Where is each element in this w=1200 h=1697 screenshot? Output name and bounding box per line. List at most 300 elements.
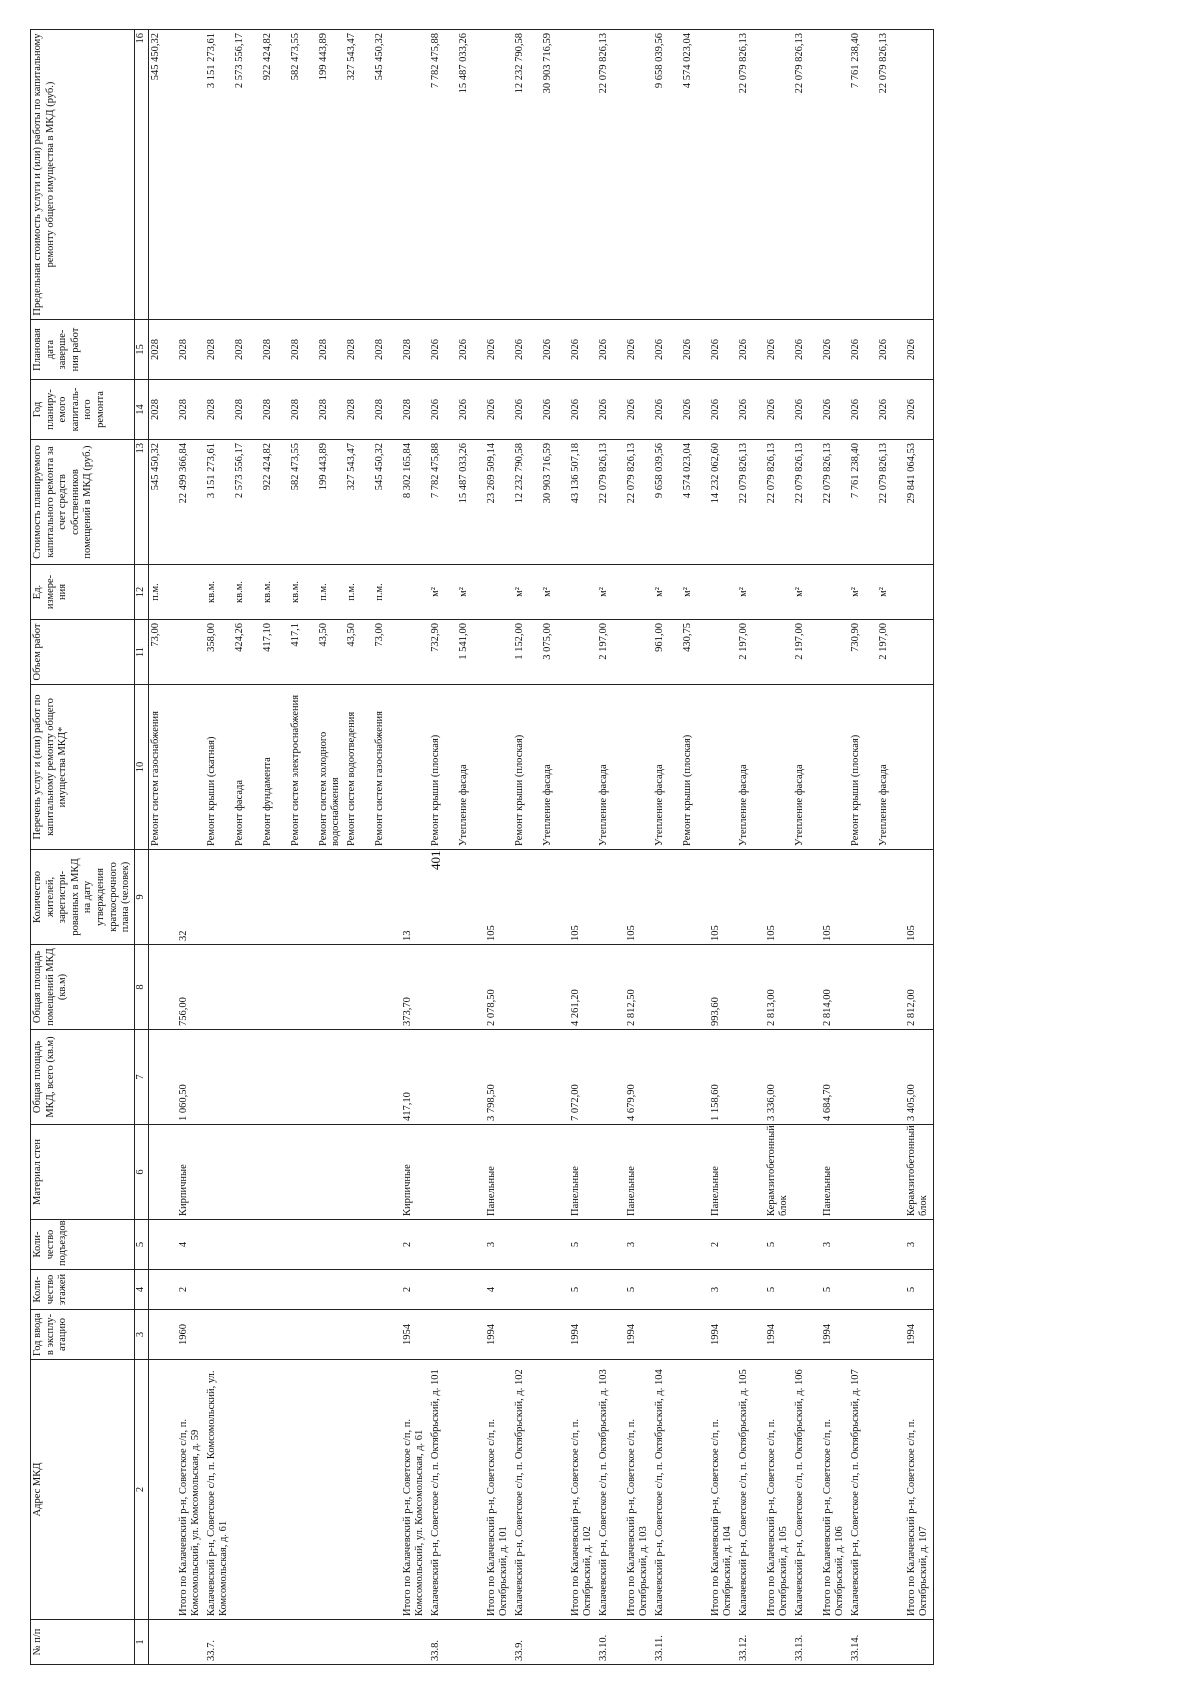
cell-col-12	[709, 565, 737, 620]
cell-col-15: 2026	[765, 320, 793, 380]
cell-col-9	[681, 850, 709, 945]
cell-col-10	[905, 685, 934, 850]
header-col-13: Стоимость планируемого капитального ремонта за счет средств собственников помещений в МКД (руб.)	[31, 440, 135, 565]
cell-col-11: 417,10	[261, 620, 289, 685]
cell-col-2: Итого по Калачевский р-н, Советское с/п, п. Октябрьский, д. 104	[709, 1360, 737, 1620]
cell-col-7: 3 405,00	[905, 1030, 934, 1125]
column-number-5: 5	[134, 1220, 148, 1270]
cell-col-16: 2 573 556,17	[233, 30, 261, 320]
cell-col-13: 22 079 826,13	[625, 440, 653, 565]
cell-col-10: Утепление фасада	[541, 685, 569, 850]
cell-col-4	[233, 1270, 261, 1310]
cell-col-8	[541, 945, 569, 1030]
cell-col-5	[653, 1220, 681, 1270]
cell-col-9	[345, 850, 373, 945]
cell-col-7	[457, 1030, 485, 1125]
cell-col-12: м²	[513, 565, 541, 620]
cell-col-5	[429, 1220, 457, 1270]
table-row	[457, 30, 485, 1665]
cell-col-1: 33.13.	[793, 1620, 821, 1665]
cell-col-5: 5	[765, 1220, 793, 1270]
cell-col-1	[177, 1620, 205, 1665]
cell-col-12: кв.м.	[205, 565, 233, 620]
table-row	[849, 30, 877, 1665]
cell-col-7	[793, 1030, 821, 1125]
cell-col-11	[401, 620, 429, 685]
header-col-11: Объем работ	[31, 620, 135, 685]
cell-col-1	[317, 1620, 345, 1665]
cell-col-2: Калачевский р-н, Советское с/п, п. Комсомольский, ул. Комсомольская, д. 61	[205, 1360, 233, 1620]
cell-col-10: Ремонт систем холодного водоснабжения	[317, 685, 345, 850]
cell-col-2: Итого по Калачевский р-н, Советское с/п, п. Октябрьский, д. 106	[821, 1360, 849, 1620]
cell-col-12: м²	[429, 565, 457, 620]
cell-col-12: кв.м.	[261, 565, 289, 620]
cell-col-2	[541, 1360, 569, 1620]
cell-col-1	[625, 1620, 653, 1665]
cell-col-7	[205, 1030, 233, 1125]
rotated-page	[30, 30, 1160, 1665]
header-col-10: Перечень услуг и (или) работ по капитальному ремонту общего имущества МКД*	[31, 685, 135, 850]
cell-col-16	[905, 30, 934, 320]
cell-col-12	[569, 565, 597, 620]
cell-col-6	[457, 1125, 485, 1220]
cell-col-8: 373,70	[401, 945, 429, 1030]
cell-col-7	[877, 1030, 905, 1125]
cell-col-10: Ремонт крыши (плоская)	[429, 685, 457, 850]
column-number-2: 2	[134, 1360, 148, 1620]
cell-col-15: 2026	[793, 320, 821, 380]
cell-col-5	[681, 1220, 709, 1270]
cell-col-10: Ремонт крыши (плоская)	[513, 685, 541, 850]
column-number-1: 1	[134, 1620, 148, 1665]
column-number-10: 10	[134, 685, 148, 850]
table-row	[905, 30, 934, 1665]
cell-col-14: 2026	[541, 380, 569, 440]
cell-col-6	[345, 1125, 373, 1220]
cell-col-6	[205, 1125, 233, 1220]
table-row	[877, 30, 905, 1665]
cell-col-15: 2026	[709, 320, 737, 380]
cell-col-15: 2026	[821, 320, 849, 380]
cell-col-4: 5	[625, 1270, 653, 1310]
cell-col-10	[821, 685, 849, 850]
cell-col-12: м²	[737, 565, 765, 620]
cell-col-14: 2028	[233, 380, 261, 440]
header-col-15: Плановая дата заверше-ния работ	[31, 320, 135, 380]
cell-col-8	[373, 945, 401, 1030]
cell-col-16	[765, 30, 793, 320]
table-row	[625, 30, 653, 1665]
cell-col-7	[317, 1030, 345, 1125]
table-body	[148, 30, 933, 1665]
cell-col-3	[737, 1310, 765, 1360]
cell-col-2	[317, 1360, 345, 1620]
cell-col-15: 2028	[317, 320, 345, 380]
cell-col-8: 756,00	[177, 945, 205, 1030]
header-col-9: Количество жителей, зарегистри-рованных в МКД на дату утверждения краткосрочного плана (человек)	[31, 850, 135, 945]
cell-col-2	[373, 1360, 401, 1620]
cell-col-13: 327 543,47	[345, 440, 373, 565]
cell-col-11	[765, 620, 793, 685]
cell-col-6: Панельные	[485, 1125, 513, 1220]
table-row	[205, 30, 233, 1665]
cell-col-9	[148, 850, 177, 945]
cell-col-6	[233, 1125, 261, 1220]
cell-col-6: Панельные	[569, 1125, 597, 1220]
cell-col-3: 1994	[485, 1310, 513, 1360]
cell-col-15: 2026	[541, 320, 569, 380]
cell-col-9	[289, 850, 317, 945]
cell-col-8: 2 814,00	[821, 945, 849, 1030]
cell-col-14: 2028	[261, 380, 289, 440]
cell-col-11	[709, 620, 737, 685]
cell-col-15: 2026	[653, 320, 681, 380]
table-row	[541, 30, 569, 1665]
cell-col-4	[457, 1270, 485, 1310]
cell-col-5	[205, 1220, 233, 1270]
cell-col-8: 2 078,50	[485, 945, 513, 1030]
cell-col-9	[653, 850, 681, 945]
cell-col-11: 1 541,00	[457, 620, 485, 685]
cell-col-2	[877, 1360, 905, 1620]
cell-col-11	[177, 620, 205, 685]
cell-col-4	[345, 1270, 373, 1310]
cell-col-3	[597, 1310, 625, 1360]
cell-col-2: Калачевский р-н, Советское с/п, п. Октябрьский, д. 107	[849, 1360, 877, 1620]
cell-col-11	[905, 620, 934, 685]
cell-col-4: 2	[401, 1270, 429, 1310]
cell-col-15: 2026	[877, 320, 905, 380]
cell-col-14: 2026	[681, 380, 709, 440]
cell-col-5: 4	[177, 1220, 205, 1270]
cell-col-4: 5	[821, 1270, 849, 1310]
cell-col-6: Панельные	[625, 1125, 653, 1220]
cell-col-11	[821, 620, 849, 685]
cell-col-14: 2028	[345, 380, 373, 440]
cell-col-15: 2026	[485, 320, 513, 380]
cell-col-2: Итого по Калачевский р-н, Советское с/п, п. Комсомольский, ул. Комсомольская, д. 61	[401, 1360, 429, 1620]
cell-col-13: 545 450,32	[148, 440, 177, 565]
cell-col-4: 3	[709, 1270, 737, 1310]
header-col-7: Общая площадь МКД, всего (кв.м)	[31, 1030, 135, 1125]
cell-col-2: Калачевский р-н, Советское с/п, п. Октябрьский, д. 101	[429, 1360, 457, 1620]
cell-col-4: 5	[905, 1270, 934, 1310]
cell-col-7: 1 060,50	[177, 1030, 205, 1125]
cell-col-1	[457, 1620, 485, 1665]
cell-col-11: 3 075,00	[541, 620, 569, 685]
cell-col-13: 22 079 826,13	[597, 440, 625, 565]
cell-col-16: 4 574 023,04	[681, 30, 709, 320]
cell-col-3	[429, 1310, 457, 1360]
cell-col-12	[821, 565, 849, 620]
cell-col-10: Ремонт крыши (скатная)	[205, 685, 233, 850]
cell-col-8	[205, 945, 233, 1030]
cell-col-5: 3	[485, 1220, 513, 1270]
cell-col-10	[177, 685, 205, 850]
table-row	[653, 30, 681, 1665]
cell-col-1	[905, 1620, 934, 1665]
cell-col-12: м²	[653, 565, 681, 620]
cell-col-15: 2026	[513, 320, 541, 380]
cell-col-12	[177, 565, 205, 620]
cell-col-13: 30 903 716,59	[541, 440, 569, 565]
cell-col-16: 22 079 826,13	[877, 30, 905, 320]
column-number-4: 4	[134, 1270, 148, 1310]
cell-col-16	[177, 30, 205, 320]
cell-col-10: Утепление фасада	[457, 685, 485, 850]
cell-col-15: 2028	[177, 320, 205, 380]
cell-col-1: 33.8.	[429, 1620, 457, 1665]
cell-col-2	[681, 1360, 709, 1620]
cell-col-5	[541, 1220, 569, 1270]
cell-col-14: 2026	[849, 380, 877, 440]
cell-col-12: м²	[457, 565, 485, 620]
cell-col-9	[793, 850, 821, 945]
cell-col-10: Ремонт крыши (плоская)	[849, 685, 877, 850]
cell-col-13: 14 232 062,60	[709, 440, 737, 565]
cell-col-15: 2028	[401, 320, 429, 380]
header-col-16: Предельная стоимость услуги и (или) работы по капитальному ремонту общего имущества в МКД (руб.)	[31, 30, 135, 320]
cell-col-7	[429, 1030, 457, 1125]
cell-col-5	[457, 1220, 485, 1270]
table-row	[485, 30, 513, 1665]
cell-col-2: Калачевский р-н, Советское с/п, п. Октябрьский, д. 105	[737, 1360, 765, 1620]
table-row	[597, 30, 625, 1665]
header-col-1: № п/п	[31, 1620, 135, 1665]
cell-col-14: 2026	[737, 380, 765, 440]
cell-col-2: Калачевский р-н, Советское с/п, п. Октябрьский, д. 104	[653, 1360, 681, 1620]
cell-col-7	[737, 1030, 765, 1125]
cell-col-2	[457, 1360, 485, 1620]
table-row	[233, 30, 261, 1665]
cell-col-14: 2026	[793, 380, 821, 440]
cell-col-2	[233, 1360, 261, 1620]
cell-col-16: 199 443,89	[317, 30, 345, 320]
cell-col-9	[849, 850, 877, 945]
cell-col-6	[289, 1125, 317, 1220]
cell-col-8: 2 812,50	[625, 945, 653, 1030]
cell-col-11: 73,00	[373, 620, 401, 685]
cell-col-15: 2026	[625, 320, 653, 380]
cell-col-3	[793, 1310, 821, 1360]
cell-col-14: 2026	[709, 380, 737, 440]
cell-col-11: 730,90	[849, 620, 877, 685]
cell-col-7: 7 072,00	[569, 1030, 597, 1125]
cell-col-14: 2026	[597, 380, 625, 440]
cell-col-15: 2026	[457, 320, 485, 380]
cell-col-13: 12 232 790,58	[513, 440, 541, 565]
cell-col-8	[653, 945, 681, 1030]
cell-col-14: 2026	[457, 380, 485, 440]
column-number-11: 11	[134, 620, 148, 685]
cell-col-3	[457, 1310, 485, 1360]
cell-col-15: 2028	[289, 320, 317, 380]
cell-col-16: 15 487 033,26	[457, 30, 485, 320]
cell-col-1	[233, 1620, 261, 1665]
cell-col-8	[317, 945, 345, 1030]
cell-col-7	[541, 1030, 569, 1125]
cell-col-8	[345, 945, 373, 1030]
cell-col-5	[345, 1220, 373, 1270]
cell-col-14: 2026	[513, 380, 541, 440]
cell-col-8	[457, 945, 485, 1030]
cell-col-8	[793, 945, 821, 1030]
cell-col-3: 1994	[765, 1310, 793, 1360]
cell-col-7	[233, 1030, 261, 1125]
cell-col-9	[261, 850, 289, 945]
cell-col-9	[541, 850, 569, 945]
cell-col-16: 327 543,47	[345, 30, 373, 320]
cell-col-1: 33.10.	[597, 1620, 625, 1665]
cell-col-5	[233, 1220, 261, 1270]
cell-col-7	[148, 1030, 177, 1125]
cell-col-2	[261, 1360, 289, 1620]
repair-plan-table	[30, 29, 934, 1665]
cell-col-15: 2028	[205, 320, 233, 380]
cell-col-6	[513, 1125, 541, 1220]
cell-col-15: 2028	[148, 320, 177, 380]
cell-col-8	[289, 945, 317, 1030]
cell-col-7: 3 798,50	[485, 1030, 513, 1125]
cell-col-13: 22 079 826,13	[737, 440, 765, 565]
cell-col-11: 2 197,00	[737, 620, 765, 685]
cell-col-7	[373, 1030, 401, 1125]
cell-col-12	[485, 565, 513, 620]
table-row	[261, 30, 289, 1665]
cell-col-10: Ремонт фасада	[233, 685, 261, 850]
cell-col-2: Калачевский р-н, Советское с/п, п. Октябрьский, д. 102	[513, 1360, 541, 1620]
cell-col-4: 2	[177, 1270, 205, 1310]
cell-col-13: 199 443,89	[317, 440, 345, 565]
table-row	[345, 30, 373, 1665]
cell-col-16: 12 232 790,58	[513, 30, 541, 320]
cell-col-6	[148, 1125, 177, 1220]
cell-col-12: п.м.	[345, 565, 373, 620]
cell-col-9	[513, 850, 541, 945]
cell-col-10: Утепление фасада	[653, 685, 681, 850]
cell-col-6	[849, 1125, 877, 1220]
cell-col-13: 23 269 509,14	[485, 440, 513, 565]
cell-col-2	[289, 1360, 317, 1620]
cell-col-9: 105	[905, 850, 934, 945]
column-number-6: 6	[134, 1125, 148, 1220]
cell-col-11	[625, 620, 653, 685]
cell-col-3	[373, 1310, 401, 1360]
cell-col-4: 5	[765, 1270, 793, 1310]
cell-col-14: 2026	[625, 380, 653, 440]
cell-col-6: Кирпичные	[177, 1125, 205, 1220]
cell-col-5	[261, 1220, 289, 1270]
header-col-6: Материал стен	[31, 1125, 135, 1220]
cell-col-2: Итого по Калачевский р-н, Советское с/п, п. Октябрьский, д. 103	[625, 1360, 653, 1620]
cell-col-13: 582 473,55	[289, 440, 317, 565]
cell-col-3	[345, 1310, 373, 1360]
cell-col-15: 2026	[737, 320, 765, 380]
cell-col-14: 2026	[429, 380, 457, 440]
cell-col-4	[849, 1270, 877, 1310]
cell-col-15: 2028	[261, 320, 289, 380]
cell-col-4	[681, 1270, 709, 1310]
cell-col-6	[597, 1125, 625, 1220]
cell-col-5	[877, 1220, 905, 1270]
cell-col-13: 3 151 273,61	[205, 440, 233, 565]
cell-col-3	[849, 1310, 877, 1360]
table-row	[737, 30, 765, 1665]
cell-col-1	[765, 1620, 793, 1665]
cell-col-16	[821, 30, 849, 320]
cell-col-14: 2026	[485, 380, 513, 440]
cell-col-8	[849, 945, 877, 1030]
cell-col-9	[597, 850, 625, 945]
cell-col-13: 545 450,32	[373, 440, 401, 565]
cell-col-1	[485, 1620, 513, 1665]
cell-col-14: 2026	[765, 380, 793, 440]
cell-col-12: м²	[681, 565, 709, 620]
column-number-12: 12	[134, 565, 148, 620]
cell-col-6	[877, 1125, 905, 1220]
column-number-15: 15	[134, 320, 148, 380]
cell-col-1	[681, 1620, 709, 1665]
cell-col-7	[653, 1030, 681, 1125]
cell-col-8	[513, 945, 541, 1030]
cell-col-7	[681, 1030, 709, 1125]
cell-col-2: Итого по Калачевский р-н, Советское с/п, п. Комсомольский, ул. Комсомольская, д. 59	[177, 1360, 205, 1620]
cell-col-11: 1 152,00	[513, 620, 541, 685]
cell-col-3	[205, 1310, 233, 1360]
table-row	[317, 30, 345, 1665]
cell-col-12: п.м.	[317, 565, 345, 620]
cell-col-11: 430,75	[681, 620, 709, 685]
table-row	[793, 30, 821, 1665]
cell-col-5	[597, 1220, 625, 1270]
cell-col-8	[429, 945, 457, 1030]
cell-col-3: 1994	[709, 1310, 737, 1360]
cell-col-3: 1994	[821, 1310, 849, 1360]
cell-col-16: 545 450,32	[373, 30, 401, 320]
cell-col-5	[513, 1220, 541, 1270]
cell-col-14: 2028	[401, 380, 429, 440]
table-row	[569, 30, 597, 1665]
cell-col-6	[793, 1125, 821, 1220]
cell-col-5: 3	[905, 1220, 934, 1270]
header-col-14: Год планиру-емого капиталь-ного ремонта	[31, 380, 135, 440]
cell-col-9	[737, 850, 765, 945]
cell-col-16: 22 079 826,13	[597, 30, 625, 320]
cell-col-16: 22 079 826,13	[793, 30, 821, 320]
cell-col-5: 2	[401, 1220, 429, 1270]
cell-col-9: 32	[177, 850, 205, 945]
table-row	[289, 30, 317, 1665]
cell-col-7: 4 684,70	[821, 1030, 849, 1125]
cell-col-8	[261, 945, 289, 1030]
cell-col-5: 3	[625, 1220, 653, 1270]
header-col-4: Коли-чество этажей	[31, 1270, 135, 1310]
column-number-9: 9	[134, 850, 148, 945]
column-number-3: 3	[134, 1310, 148, 1360]
cell-col-2: Итого по Калачевский р-н, Советское с/п, п. Октябрьский, д. 105	[765, 1360, 793, 1620]
cell-col-16: 30 903 716,59	[541, 30, 569, 320]
cell-col-13: 22 079 826,13	[821, 440, 849, 565]
cell-col-5: 2	[709, 1220, 737, 1270]
cell-col-8: 2 812,00	[905, 945, 934, 1030]
cell-col-7: 3 336,00	[765, 1030, 793, 1125]
cell-col-10: Ремонт систем электроснабжения	[289, 685, 317, 850]
cell-col-16	[401, 30, 429, 320]
cell-col-9: 13	[401, 850, 429, 945]
cell-col-15: 2026	[681, 320, 709, 380]
cell-col-12: м²	[597, 565, 625, 620]
cell-col-1	[289, 1620, 317, 1665]
